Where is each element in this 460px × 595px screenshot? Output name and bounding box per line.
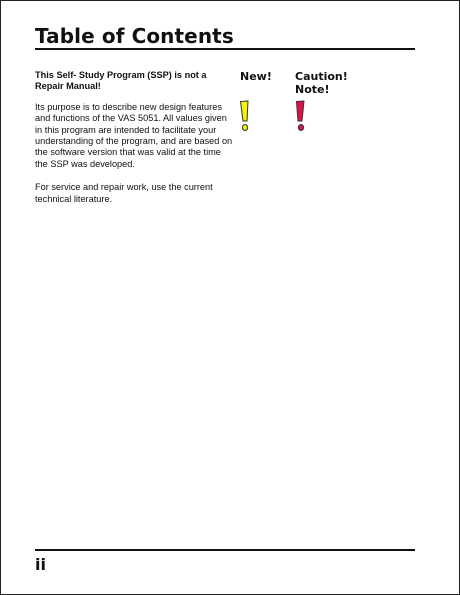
page-title: Table of Contents [35,24,234,48]
legend-caution-label: Caution! Note! [295,70,348,96]
legend-new-label: New! [240,70,272,83]
intro-column [35,70,235,217]
purpose-paragraph: Its purpose is to describe new design features and functions of the VAS 5051. All values given in this program are intended to facilitate your understanding of the program, and are based on the software version that was valid at the time the SSP was developed. [35,101,233,169]
service-paragraph: For service and repair work, use the current technical literature. [35,182,213,204]
footer-rule [35,549,415,551]
red-exclamation-icon [292,100,308,134]
page-number: ii [35,555,46,574]
header-rule [35,48,415,50]
repair-manual-notice: This Self- Study Program (SSP) is not a Repair Manual! [35,70,207,92]
yellow-exclamation-icon [238,100,254,134]
